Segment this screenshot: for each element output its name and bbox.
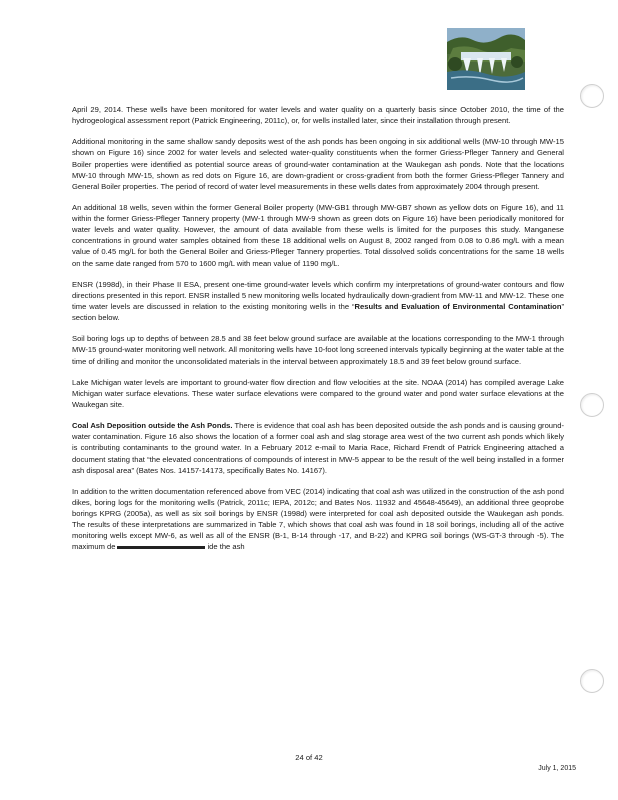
paragraph-text: ” section below. bbox=[72, 301, 564, 323]
paragraph-text: In addition to the written documentation referenced above from VEC (2014) indicating that coal ash was utilized in the construction of the ash pond dikes, boring logs for the monitoring wells (Patrick, 2011c; IEPA, 2012c; and Bates Nos. 11932 and 45648-45649), an additional three geoprobe borings KPRG (2005a), as well as six soil borings by ENSR (1998d) were interpreted for coal ash deposited outside the Waukegan ash ponds. The results of these interpretations are summarized in Table 7, which shows that coal ash was found in 18 soil borings, including all of the active monitoring wells except MW-6, as well as all of the ENSR (B-1, B-14 through -17, and B-22) and KPRG soil borings (WS-GT-3 through -5). The maximum de bbox=[72, 486, 564, 552]
paragraph-additional-monitoring: Additional monitoring in the same shallow sandy deposits west of the ash ponds has been ongoing in six additional wells (MW-10 through MW-15 shown on Figure 16) since 2002 for water levels and selected water-quality constituents when the former Griess-Pfleger Tannery and General Boiler properties were identified as potential source areas of ground-water contamination at the Waukegan ash ponds. Note that the locations MW-10 through MW-15, shown as red dots on Figure 16, are down-gradient or cross-gradient from both the former Griess-Pfleger Tannery and General Boiler properties. The period of record of water level measurements in these wells dates from approximately 2004 through present. bbox=[72, 137, 564, 191]
paragraph-text: There is evidence that coal ash has been deposited outside the ash ponds and is causing ground-water contamination. Figure 16 also shows the location of a former coal ash and slag storage area west of the two current ash ponds which likely is contributing contaminants to the ground water. In a February 2012 e-mail to Maria Race, Richard Frendt of Patrick Engineering attached a document stating that “the elevated concentrations of compounds of interest in MW-5 appear to be the result of the well being installed in a former ash disposal area” (Bates Nos. 14157-14173, specifically Bates No. 14167). bbox=[72, 421, 564, 475]
binder-hole bbox=[580, 84, 604, 108]
section-reference: Results and Evaluation of Environmental Contamination bbox=[354, 301, 562, 311]
paragraph-additional-wells: An additional 18 wells, seven within the former General Boiler property (MW-GB1 through MW-GB7 shown as yellow dots on Figure 16), and 11 within the former Griess-Pfleger Tannery property (MW-1 through MW-9 shown as green dots on Figure 16) have been periodically monitored for water levels and water quality. However, the amount of data available from these wells is limited for the purposes this study. Manganese concentrations in ground water samples obtained from these 18 additional wells on August 8, 2002 ranged from 0.08 to 0.86 mg/L with a mean value of 0.45 mg/L for both the General Boiler and Griess-Pfleger Tannery properties. Total dissolved solids concentrations for the same 18 wells on the same date ranged from 570 to 1600 mg/L with mean value of 1190 mg/L. bbox=[72, 203, 564, 268]
report-body bbox=[72, 104, 564, 563]
binder-hole bbox=[580, 669, 604, 693]
paragraph-coal-ash-interpretation bbox=[72, 486, 564, 553]
paragraph-ensr bbox=[72, 279, 564, 323]
paragraph-lake-michigan: Lake Michigan water levels are important to ground-water flow direction and flow velocities at the site. NOAA (2014) has compiled average Lake Michigan water surface elevations. These water surface elevations were compared to the ground water and pond water surface elevations at the Waukegan site. bbox=[72, 377, 564, 409]
paragraph-text: ENSR (1998d), in their Phase II ESA, present one-time ground-water levels which confirm my interpretations of ground-water contours and flow directions presented in this report. ENSR installed 5 new monitoring wells located hydraulically down-gradient from MW-11 and MW-12. These one time water levels are discussed in relation to the existing monitoring wells in the “ bbox=[72, 279, 564, 311]
waterfall-landscape-icon bbox=[447, 28, 525, 90]
binder-hole bbox=[580, 393, 604, 417]
redaction-mark bbox=[117, 546, 205, 549]
paragraph-well-monitoring: April 29, 2014. These wells have been monitored for water levels and water quality on a quarterly basis since October 2010, the time of the hydrogeological assessment report (Patrick Engineering, 2011c), or, for wells installed later, since their installation through present. bbox=[72, 105, 564, 126]
page-number: 24 of 42 bbox=[295, 753, 323, 762]
paragraph-text: ide the ash bbox=[207, 542, 245, 552]
footer-date: July 1, 2015 bbox=[538, 765, 576, 772]
paragraph-soil-borings: Soil boring logs up to depths of between 28.5 and 38 feet below ground surface are available at the locations corresponding to the MW-1 through MW-15 ground-water monitoring well network. All monitoring wells have 10-foot long screened intervals typically beginning at the water table at the time of drilling and monitor the unconsolidated materials in the interval between approximately 18.5 and 39 feet below ground surface. bbox=[72, 334, 564, 366]
paragraph-coal-ash bbox=[72, 420, 564, 475]
coal-ash-heading: Coal Ash Deposition outside the Ash Ponds. bbox=[72, 421, 233, 431]
